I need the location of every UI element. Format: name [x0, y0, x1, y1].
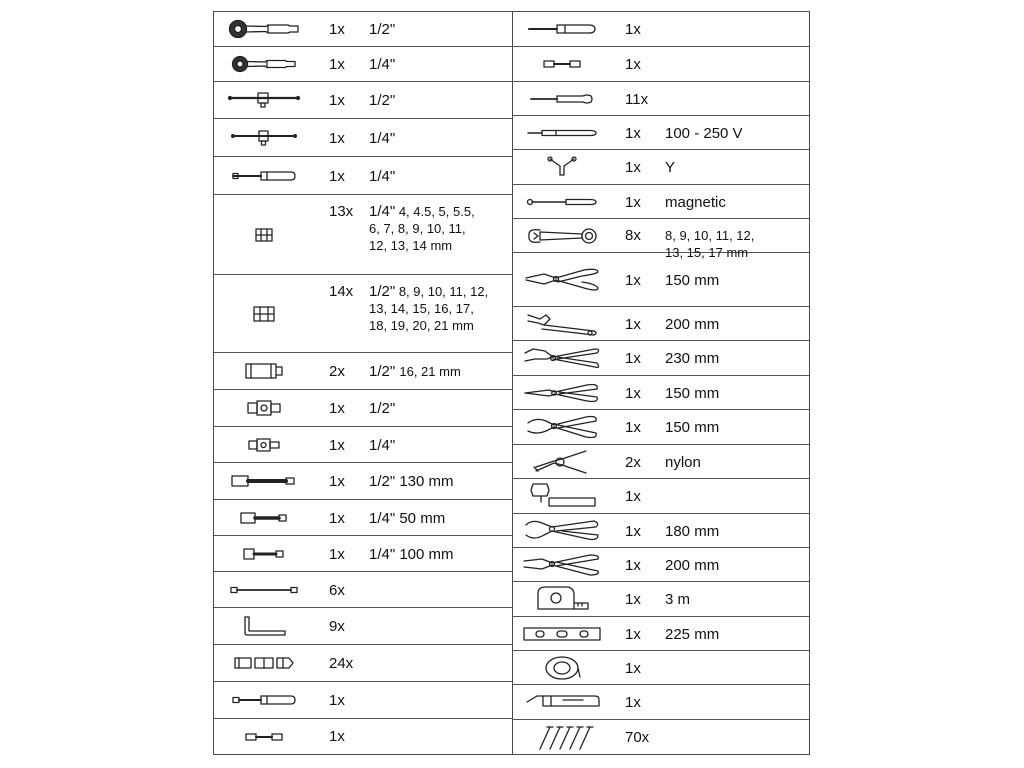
specification: [665, 385, 719, 402]
size-list-line: 12, 13, 14 mm: [369, 238, 453, 253]
spark-plug-socket-icon: [214, 353, 314, 389]
insulating-tape-icon: [512, 651, 612, 684]
quantity: 1x: [329, 92, 345, 109]
specification: [665, 316, 719, 333]
tape-measure-icon: [512, 582, 612, 616]
specification: [665, 626, 719, 643]
size-value: 100 - 250 V: [665, 125, 743, 142]
table-row: [512, 617, 809, 651]
size-value: 1/2": [369, 92, 396, 109]
size-value: magnetic: [665, 194, 726, 211]
hammer-icon: [512, 479, 612, 513]
flexible-extension-icon: [214, 572, 314, 607]
quantity: 1x: [625, 56, 641, 73]
socket-large-icon: [214, 275, 314, 352]
bit-holder-icon: [512, 47, 612, 81]
bit-adapter-icon: [214, 719, 314, 754]
water-pump-pliers-icon: [512, 341, 612, 375]
quantity: 2x: [625, 454, 641, 471]
combination-pliers-icon: [512, 253, 612, 306]
specification: [369, 400, 395, 417]
quantity: 1x: [329, 56, 345, 73]
quantity: 1x: [329, 546, 345, 563]
quantity: 1x: [625, 159, 641, 176]
table-row: [214, 645, 512, 682]
table-row: [512, 582, 809, 617]
long-nose-pliers-icon: [512, 376, 612, 409]
size-list-line: 13, 15, 17 mm: [665, 245, 749, 260]
specification: [665, 454, 701, 471]
specification: [369, 56, 395, 73]
table-row: [512, 82, 809, 116]
table-row: [512, 253, 809, 307]
spirit-level-icon: [512, 617, 612, 650]
size-value: 3 m: [665, 591, 691, 608]
quantity: 1x: [329, 510, 345, 527]
table-row: [512, 410, 809, 445]
table-row: [214, 682, 512, 719]
size-value: 200 mm: [665, 557, 720, 574]
diagonal-cutters-icon: [512, 410, 612, 444]
table-row: [214, 500, 512, 536]
size-value: 1/2": [369, 21, 396, 38]
quantity: 1x: [625, 385, 641, 402]
specification: [369, 363, 461, 380]
combination-wrench-icon: [512, 219, 612, 252]
table-row: [512, 445, 809, 479]
specification: [665, 194, 726, 211]
quantity: 24x: [329, 655, 354, 672]
specification: [665, 557, 719, 574]
quantity: 1x: [329, 728, 345, 745]
size-value: 230 mm: [665, 350, 720, 367]
specification: [665, 591, 690, 608]
size-value: 1/2": [369, 400, 396, 417]
quantity: 1x: [329, 168, 345, 185]
quantity: 13x: [329, 203, 354, 220]
size-value: 1/4": [369, 130, 396, 147]
quantity: 1x: [625, 194, 641, 211]
table-row: [214, 157, 512, 195]
adjustable-wrench-icon: [512, 307, 612, 340]
size-value: 225 mm: [665, 626, 720, 643]
quantity: 1x: [625, 488, 641, 505]
specification: [369, 21, 395, 38]
t-bar-large-icon: [214, 82, 314, 118]
quantity: 9x: [329, 618, 345, 635]
table-row: [512, 720, 809, 754]
bits-icon: [214, 645, 314, 681]
table-row: [512, 219, 809, 260]
quantity: 8x: [625, 227, 641, 244]
table-row: [214, 47, 512, 82]
table-row: [512, 116, 809, 150]
specification: [369, 92, 395, 109]
size-value: 1/2" 130 mm: [369, 473, 454, 490]
locking-pliers-icon: [512, 514, 612, 547]
nails-icon: [512, 720, 612, 754]
specification: [665, 272, 719, 289]
quantity: 1x: [625, 660, 641, 677]
table-row: [214, 82, 512, 119]
magnetic-pickup-icon: [512, 185, 612, 218]
quantity: 1x: [329, 473, 345, 490]
size-value: 150 mm: [665, 272, 720, 289]
precision-screwdriver-icon: [512, 82, 612, 115]
size-value: 1/2": [369, 283, 396, 300]
table-row: [214, 608, 512, 645]
utility-knife-icon: [512, 685, 612, 719]
size-value: 1/4" 50 mm: [369, 510, 446, 527]
crimping-pliers-icon: [512, 548, 612, 581]
quantity: 1x: [625, 557, 641, 574]
table-row: [214, 536, 512, 572]
quantity: 1x: [329, 692, 345, 709]
size-list-line: 8, 9, 10, 11, 12,: [398, 284, 489, 299]
specification: [369, 283, 488, 334]
table-row: [214, 353, 512, 390]
size-note: 16, 21 mm: [399, 364, 461, 379]
quantity: 1x: [625, 350, 641, 367]
specification: [369, 473, 454, 490]
ratchet-small-icon: [214, 47, 314, 81]
quantity: 1x: [625, 419, 641, 436]
table-row: [214, 119, 512, 157]
specification: [369, 203, 475, 254]
ratchet-large-icon: [214, 12, 314, 46]
table-row: [512, 376, 809, 410]
specification: [665, 419, 719, 436]
table-row: [512, 185, 809, 219]
extension-100-icon: [214, 536, 314, 571]
size-value: 1/2": [369, 363, 396, 380]
size-list-line: 4, 4.5, 5, 5.5,: [398, 204, 475, 219]
t-bar-small-icon: [214, 119, 314, 156]
size-value: 1/4": [369, 203, 396, 220]
table-row: [214, 12, 512, 47]
table-row: [512, 307, 809, 341]
quantity: 1x: [625, 125, 641, 142]
spring-clamp-icon: [512, 445, 612, 478]
table-row: [512, 341, 809, 376]
specification: [369, 130, 395, 147]
screwdriver-icon: [512, 12, 612, 46]
quantity: 1x: [329, 21, 345, 38]
table-row: [512, 47, 809, 82]
right-column: [512, 12, 809, 754]
table-row: [214, 572, 512, 608]
table-row: [512, 651, 809, 685]
table-row: [512, 12, 809, 47]
quantity: 14x: [329, 283, 354, 300]
table-row: [214, 195, 512, 275]
table-row: [214, 275, 512, 353]
quantity: 1x: [625, 591, 641, 608]
quantity: 1x: [625, 523, 641, 540]
quantity: 70x: [625, 729, 650, 746]
specification: [665, 125, 743, 142]
table-row: [214, 719, 512, 754]
table-row: [512, 514, 809, 548]
specification: [369, 437, 395, 454]
specification: [369, 510, 445, 527]
y-wrench-icon: [512, 150, 612, 184]
extension-50-icon: [214, 500, 314, 535]
size-value: 200 mm: [665, 316, 720, 333]
quantity: 6x: [329, 582, 345, 599]
table-row: [512, 548, 809, 582]
quantity: 1x: [625, 694, 641, 711]
quantity: 1x: [329, 400, 345, 417]
size-list-line: 6, 7, 8, 9, 10, 11,: [369, 221, 466, 236]
quantity: 1x: [625, 21, 641, 38]
table-row: [214, 427, 512, 463]
size-value: 1/4": [369, 437, 396, 454]
quantity: 1x: [625, 316, 641, 333]
size-value: 150 mm: [665, 385, 720, 402]
extension-130-icon: [214, 463, 314, 499]
table-row: [214, 390, 512, 427]
size-value: 1/4": [369, 56, 396, 73]
voltage-tester-icon: [512, 116, 612, 149]
size-value: 1/4": [369, 168, 396, 185]
hex-key-icon: [214, 608, 314, 644]
size-value: Y: [665, 159, 676, 176]
quantity: 11x: [625, 91, 649, 108]
specification: [369, 168, 395, 185]
tool-list-sheet: [213, 11, 810, 755]
quantity: 1x: [329, 437, 345, 454]
table-row: [512, 150, 809, 185]
specification: [665, 350, 719, 367]
quantity: 1x: [625, 272, 641, 289]
left-column: [214, 12, 513, 754]
size-list-line: 13, 14, 15, 16, 17,: [369, 301, 474, 316]
table-row: [214, 463, 512, 500]
size-value: 1/4" 100 mm: [369, 546, 454, 563]
quantity: 1x: [625, 626, 641, 643]
size-list-line: 8, 9, 10, 11, 12,: [665, 228, 755, 243]
specification: [665, 159, 675, 176]
size-list-line: 18, 19, 20, 21 mm: [369, 318, 474, 333]
quantity: 1x: [329, 130, 345, 147]
bit-handle-icon: [214, 682, 314, 718]
socket-small-icon: [214, 195, 314, 274]
table-row: [512, 685, 809, 720]
table-row: [512, 479, 809, 514]
specification: [665, 523, 719, 540]
size-value: 180 mm: [665, 523, 720, 540]
universal-joint-large-icon: [214, 390, 314, 426]
spinner-handle-icon: [214, 157, 314, 194]
quantity: 2x: [329, 363, 345, 380]
universal-joint-small-icon: [214, 427, 314, 462]
specification: [369, 546, 454, 563]
size-value: nylon: [665, 454, 701, 471]
size-value: 150 mm: [665, 419, 720, 436]
